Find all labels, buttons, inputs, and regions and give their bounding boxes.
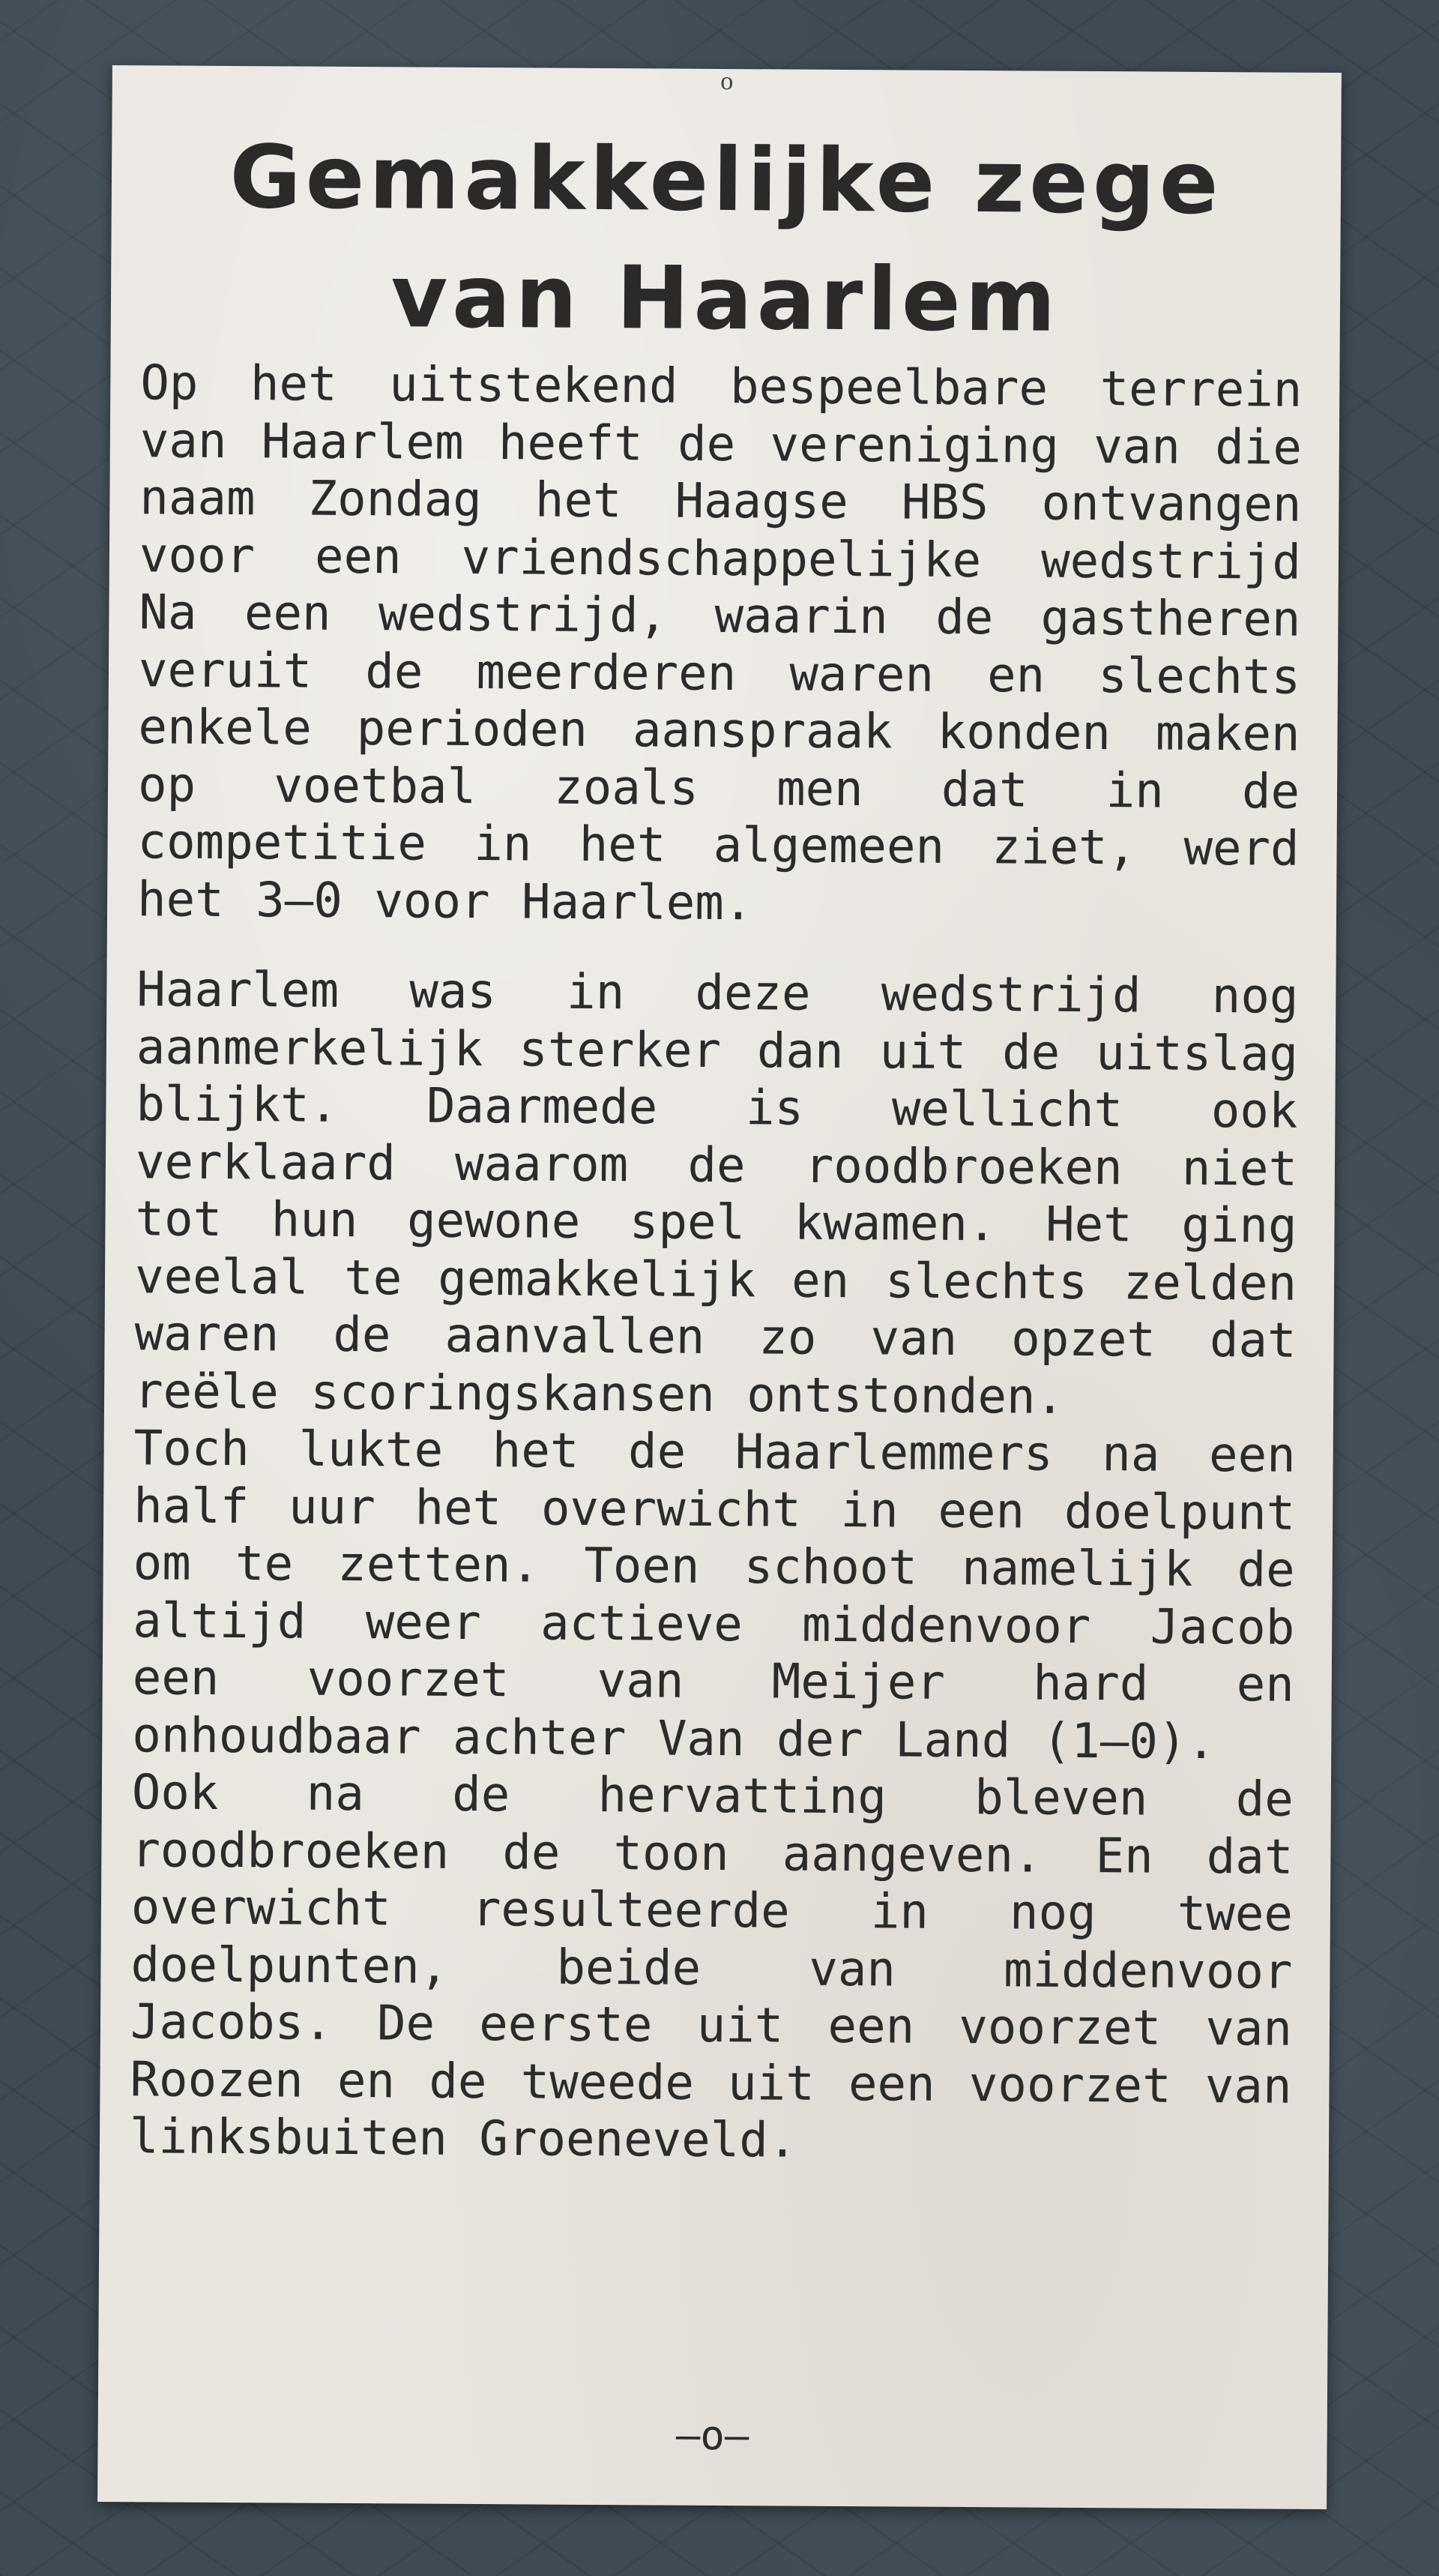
- headline-line-2: van Haarlem: [390, 246, 1061, 352]
- top-separator-mark: o: [720, 67, 734, 96]
- paragraph-3: Toch lukte het de Haarlemmers na een half uur het overwicht in een doelpunt om te zetten. Toen schoot namelijk de altijd weer actieve middenvoor Jacob een voorzet van Meijer hard en onhoudbaar achter Van der Land (1—0).: [132, 1421, 1296, 1770]
- headline: [111, 65, 1342, 362]
- paragraph-4: Ook na de hervatting bleven de roodbroeken de toon aangeven. En dat overwicht resulteerde in nog twee doelpunten, beide van middenvoor Jacobs. De eerste uit een voorzet van Roozen en de tweede uit een voorzet van linksbuiten Groeneveld.: [129, 1765, 1294, 2169]
- paragraph-1: Op het uitstekend bespeelbare terrein van Haarlem heeft de vereniging van die naam Zondag het Haagse HBS ontvangen voor een vriendschappelijke wedstrijd Na een wedstrijd, waarin de gastheren veruit de meerderen waren en slechts enkele perioden aanspraak konden maken op voetbal zoals men dat in de competitie in het algemeen ziet, werd het 3—0 voor Haarlem.: [136, 355, 1303, 931]
- headline-line-1: Gemakkelijke zege: [229, 126, 1223, 235]
- newspaper-clipping: [97, 65, 1342, 2509]
- article-body: [130, 355, 1303, 2173]
- paragraph-2: Haarlem was in deze wedstrijd nog aanmerkelijk sterker dan uit de uitslag blijkt. Daarmede is wellicht ook verklaard waarom de roodbroeken niet tot hun gewone spel kwamen. Het ging veelal te gemakkelijk en slechts zelden waren de aanvallen zo van opzet dat reële scoringskansen ontstonden.: [133, 962, 1299, 1425]
- end-separator: —o—: [675, 2411, 749, 2460]
